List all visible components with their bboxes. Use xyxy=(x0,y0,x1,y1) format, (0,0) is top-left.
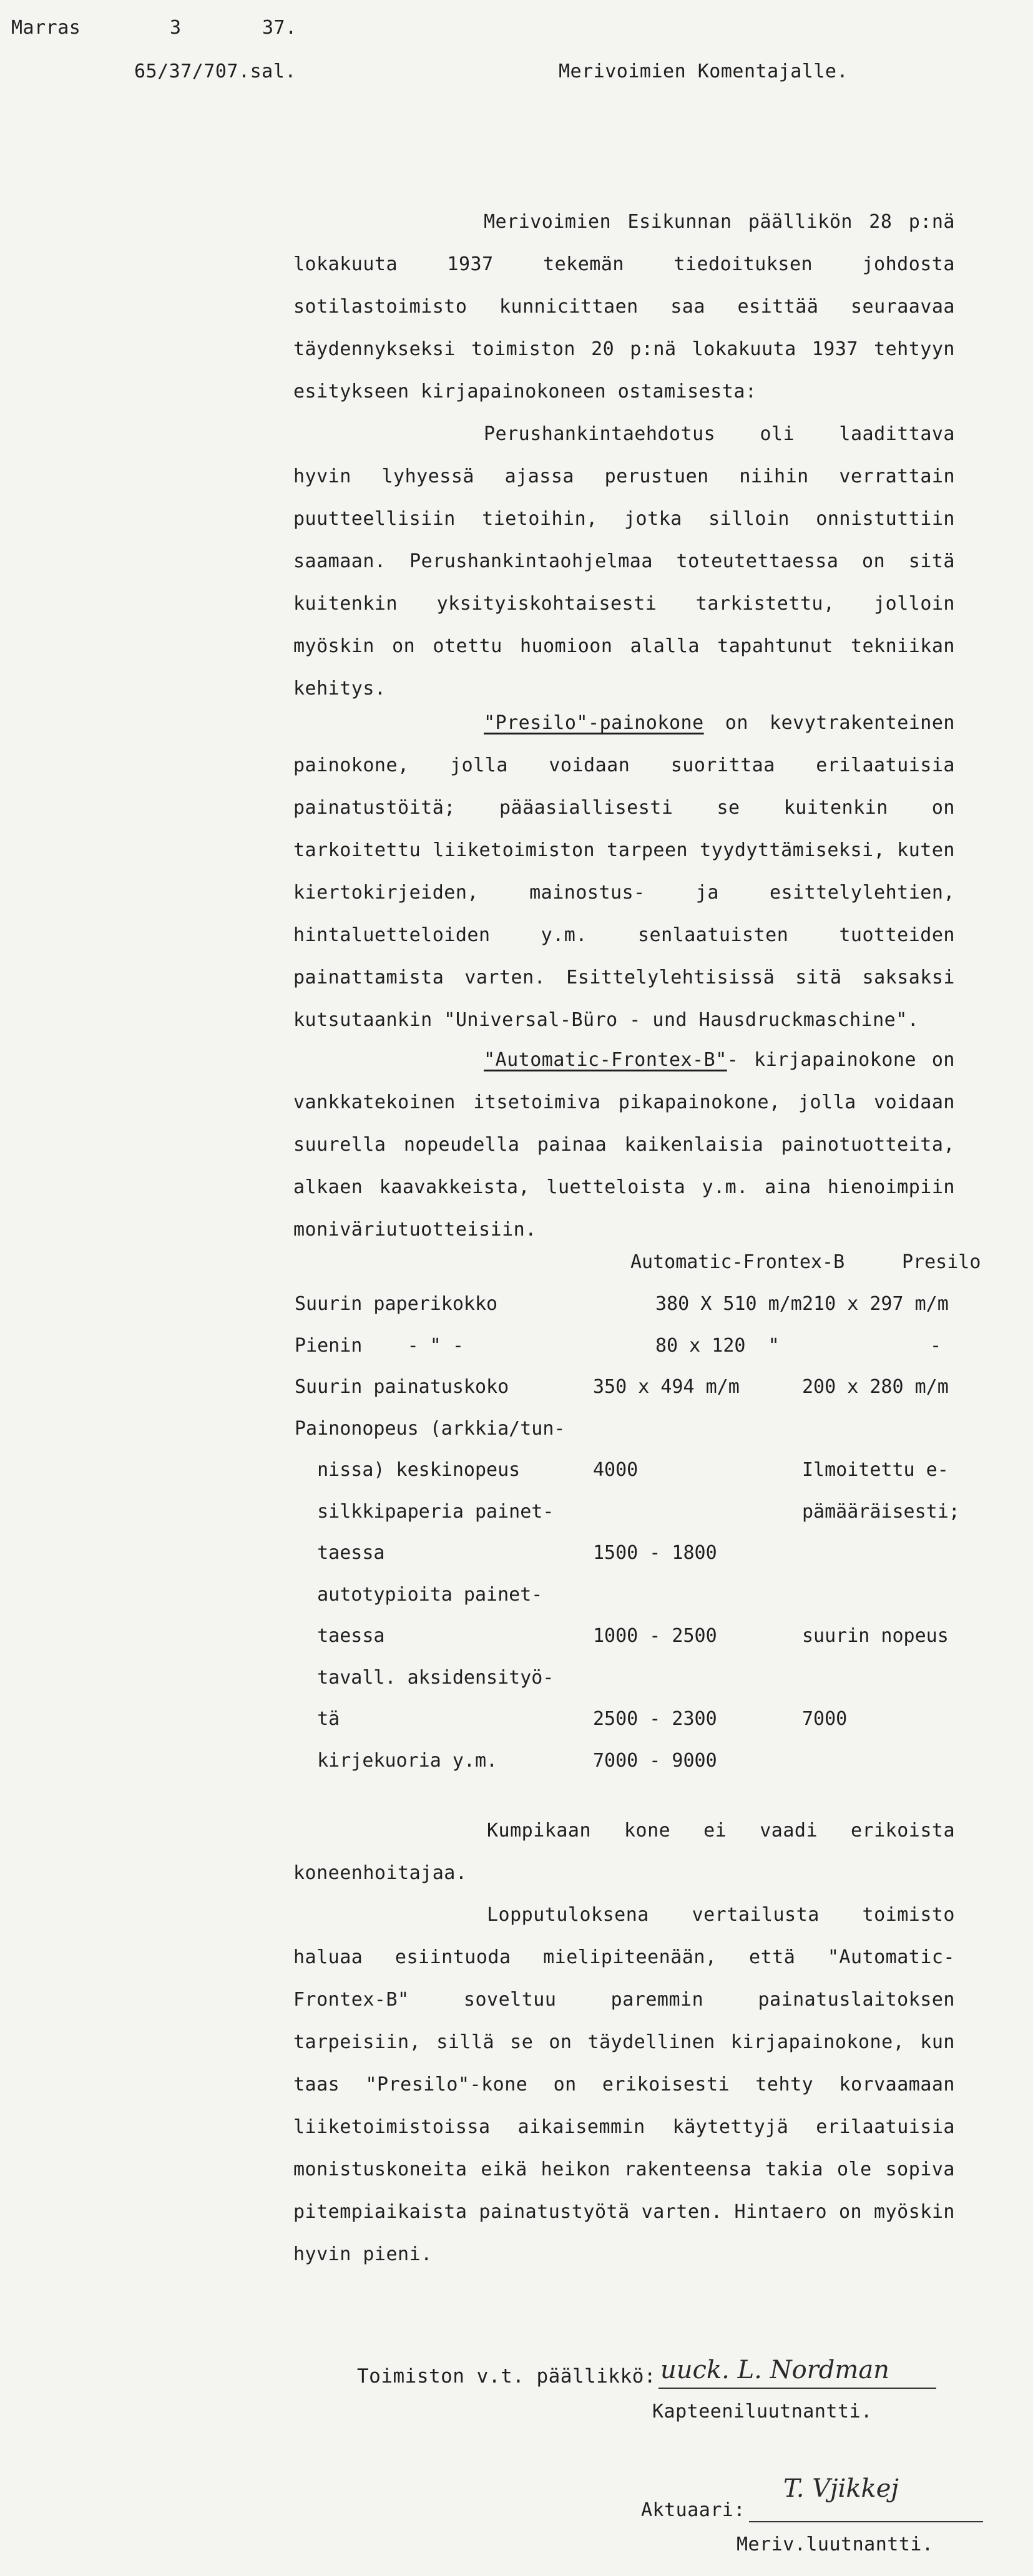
table-row-label: autotypioita painet- xyxy=(295,1584,543,1606)
table-cell-presilo: 200 x 280 m/m xyxy=(802,1376,949,1398)
table-cell-frontex: 7000 - 9000 xyxy=(593,1750,717,1772)
signature-line-actuary xyxy=(749,2521,983,2522)
frontex-name: "Automatic-Frontex-B" xyxy=(484,1049,727,1071)
paragraph-4: "Automatic-Frontex-B"- kirjapainokone on vankkatekoinen itsetoimiva pikapainokone, jolla voidaan suurella nopeudella painaa kaikenlaisia painotuotteita, alkaen kaavakkeista, luetteloista y.m. aina hienoimpiin moniväriutuotteisiin. xyxy=(293,1049,955,1241)
table-header-presilo: Presilo xyxy=(902,1251,981,1273)
signature-line-chief xyxy=(658,2388,936,2389)
table-row-label: taessa xyxy=(295,1542,385,1564)
table-cell-presilo: Ilmoitettu e- xyxy=(802,1459,949,1481)
table-row-label: tavall. aksidensityö- xyxy=(295,1667,554,1689)
paragraph-6: Lopputuloksena vertailusta toimisto haluaa esiintuoda mielipiteenään, että "Automatic-Frontex-B" soveltuu paremmin painatuslaitoksen tarpeisiin, sillä se on täydellinen kirjapainokone, kun taas "Presilo"-kone on erikoisesti tehty korvaamaan liiketoimistoissa aikaisemmin käytettyjä erilaatuisia monistuskoneita eikä heikon rakenteensa takia ole sopiva pitempiaikaista painatustyötä varten. Hintaero on myöskin hyvin pieni. xyxy=(293,1904,955,2265)
presilo-name: "Presilo"-painokone xyxy=(484,712,704,734)
date-day: 3 xyxy=(170,17,182,39)
table-header-frontex: Automatic-Frontex-B xyxy=(630,1251,845,1273)
table-row-label: Suurin painatuskoko xyxy=(295,1376,509,1398)
signature-actuary: T. Vjikkej xyxy=(783,2474,899,2503)
table-row-label: kirjekuoria y.m. xyxy=(295,1750,498,1772)
table-cell-frontex: 2500 - 2300 xyxy=(593,1708,717,1730)
reference-number: 65/37/707.sal. xyxy=(134,61,296,82)
paragraph-5: Kumpikaan kone ei vaadi erikoista koneenhoitajaa. xyxy=(293,1820,955,1884)
table-cell-presilo: 7000 xyxy=(802,1708,848,1730)
signature-title-chief: Kapteeniluutnantti. xyxy=(652,2401,873,2422)
table-row-label: Suurin paperikokko xyxy=(295,1293,498,1315)
table-cell-presilo: 210 x 297 m/m xyxy=(802,1293,949,1315)
table-cell-presilo: - xyxy=(930,1335,942,1357)
table-row-label: tä xyxy=(295,1708,340,1730)
date-year: 37. xyxy=(262,17,297,39)
table-cell-presilo: suurin nopeus xyxy=(802,1625,949,1647)
table-row-label: silkkipaperia painet- xyxy=(295,1501,554,1523)
recipient: Merivoimien Komentajalle. xyxy=(559,61,849,82)
signature-label-actuary: Aktuaari: xyxy=(641,2499,746,2521)
table-cell-frontex: 80 x 120 " xyxy=(655,1335,780,1357)
table-row-label: Painonopeus (arkkia/tun- xyxy=(295,1418,565,1440)
signature-chief: uuck. L. Nordman xyxy=(660,2356,889,2384)
paragraph-1: Merivoimien Esikunnan päällikön 28 p:nä lokakuuta 1937 tekemän tiedoituksen johdosta sotilastoimisto kunnicittaen saa esittää seuraavaa täydennykseksi toimiston 20 p:nä lokakuuta 1937 tehtyyn esitykseen kirjapainokoneen ostamisesta: xyxy=(293,211,955,402)
table-row-label: Pienin - " - xyxy=(295,1335,464,1357)
date-month: Marras xyxy=(11,17,81,39)
table-cell-frontex: 4000 xyxy=(593,1459,639,1481)
signature-title-actuary: Meriv.luutnantti. xyxy=(737,2534,934,2555)
paragraph-2: Perushankintaehdotus oli laadittava hyvin lyhyessä ajassa perustuen niihin verrattain puutteellisiin tietoihin, jotka silloin onnistuttiin saamaan. Perushankintaohjelmaa toteutettaessa on sitä kuitenkin yksityiskohtaisesti tarkistettu, jolloin myöskin on otettu huomioon alalla tapahtunut tekniikan kehitys. xyxy=(293,423,955,700)
signature-label-chief: Toimiston v.t. päällikkö: xyxy=(357,2365,657,2388)
paragraph-3: "Presilo"-painokone on kevytrakenteinen painokone, jolla voidaan suorittaa erilaatuisia painatustöitä; pääasiallisesti se kuitenkin on tarkoitettu liiketoimiston tarpeen tyydyttämiseksi, kuten kiertokirjeiden, mainostus- ja esittelylehtien, hintaluetteloiden y.m. senlaatuisten tuotteiden painattamista varten. Esittelylehtisissä sitä saksaksi kutsutaankin "Universal-Büro - und Hausdruckmaschine". xyxy=(293,712,955,1031)
table-cell-frontex: 1500 - 1800 xyxy=(593,1542,717,1564)
table-cell-frontex: 1000 - 2500 xyxy=(593,1625,717,1647)
table-cell-frontex: 380 X 510 m/m xyxy=(655,1293,802,1315)
table-cell-frontex: 350 x 494 m/m xyxy=(593,1376,740,1398)
table-cell-presilo: pämääräisesti; xyxy=(802,1501,960,1523)
table-row-label: taessa xyxy=(295,1625,385,1647)
table-row-label: nissa) keskinopeus xyxy=(295,1459,521,1481)
